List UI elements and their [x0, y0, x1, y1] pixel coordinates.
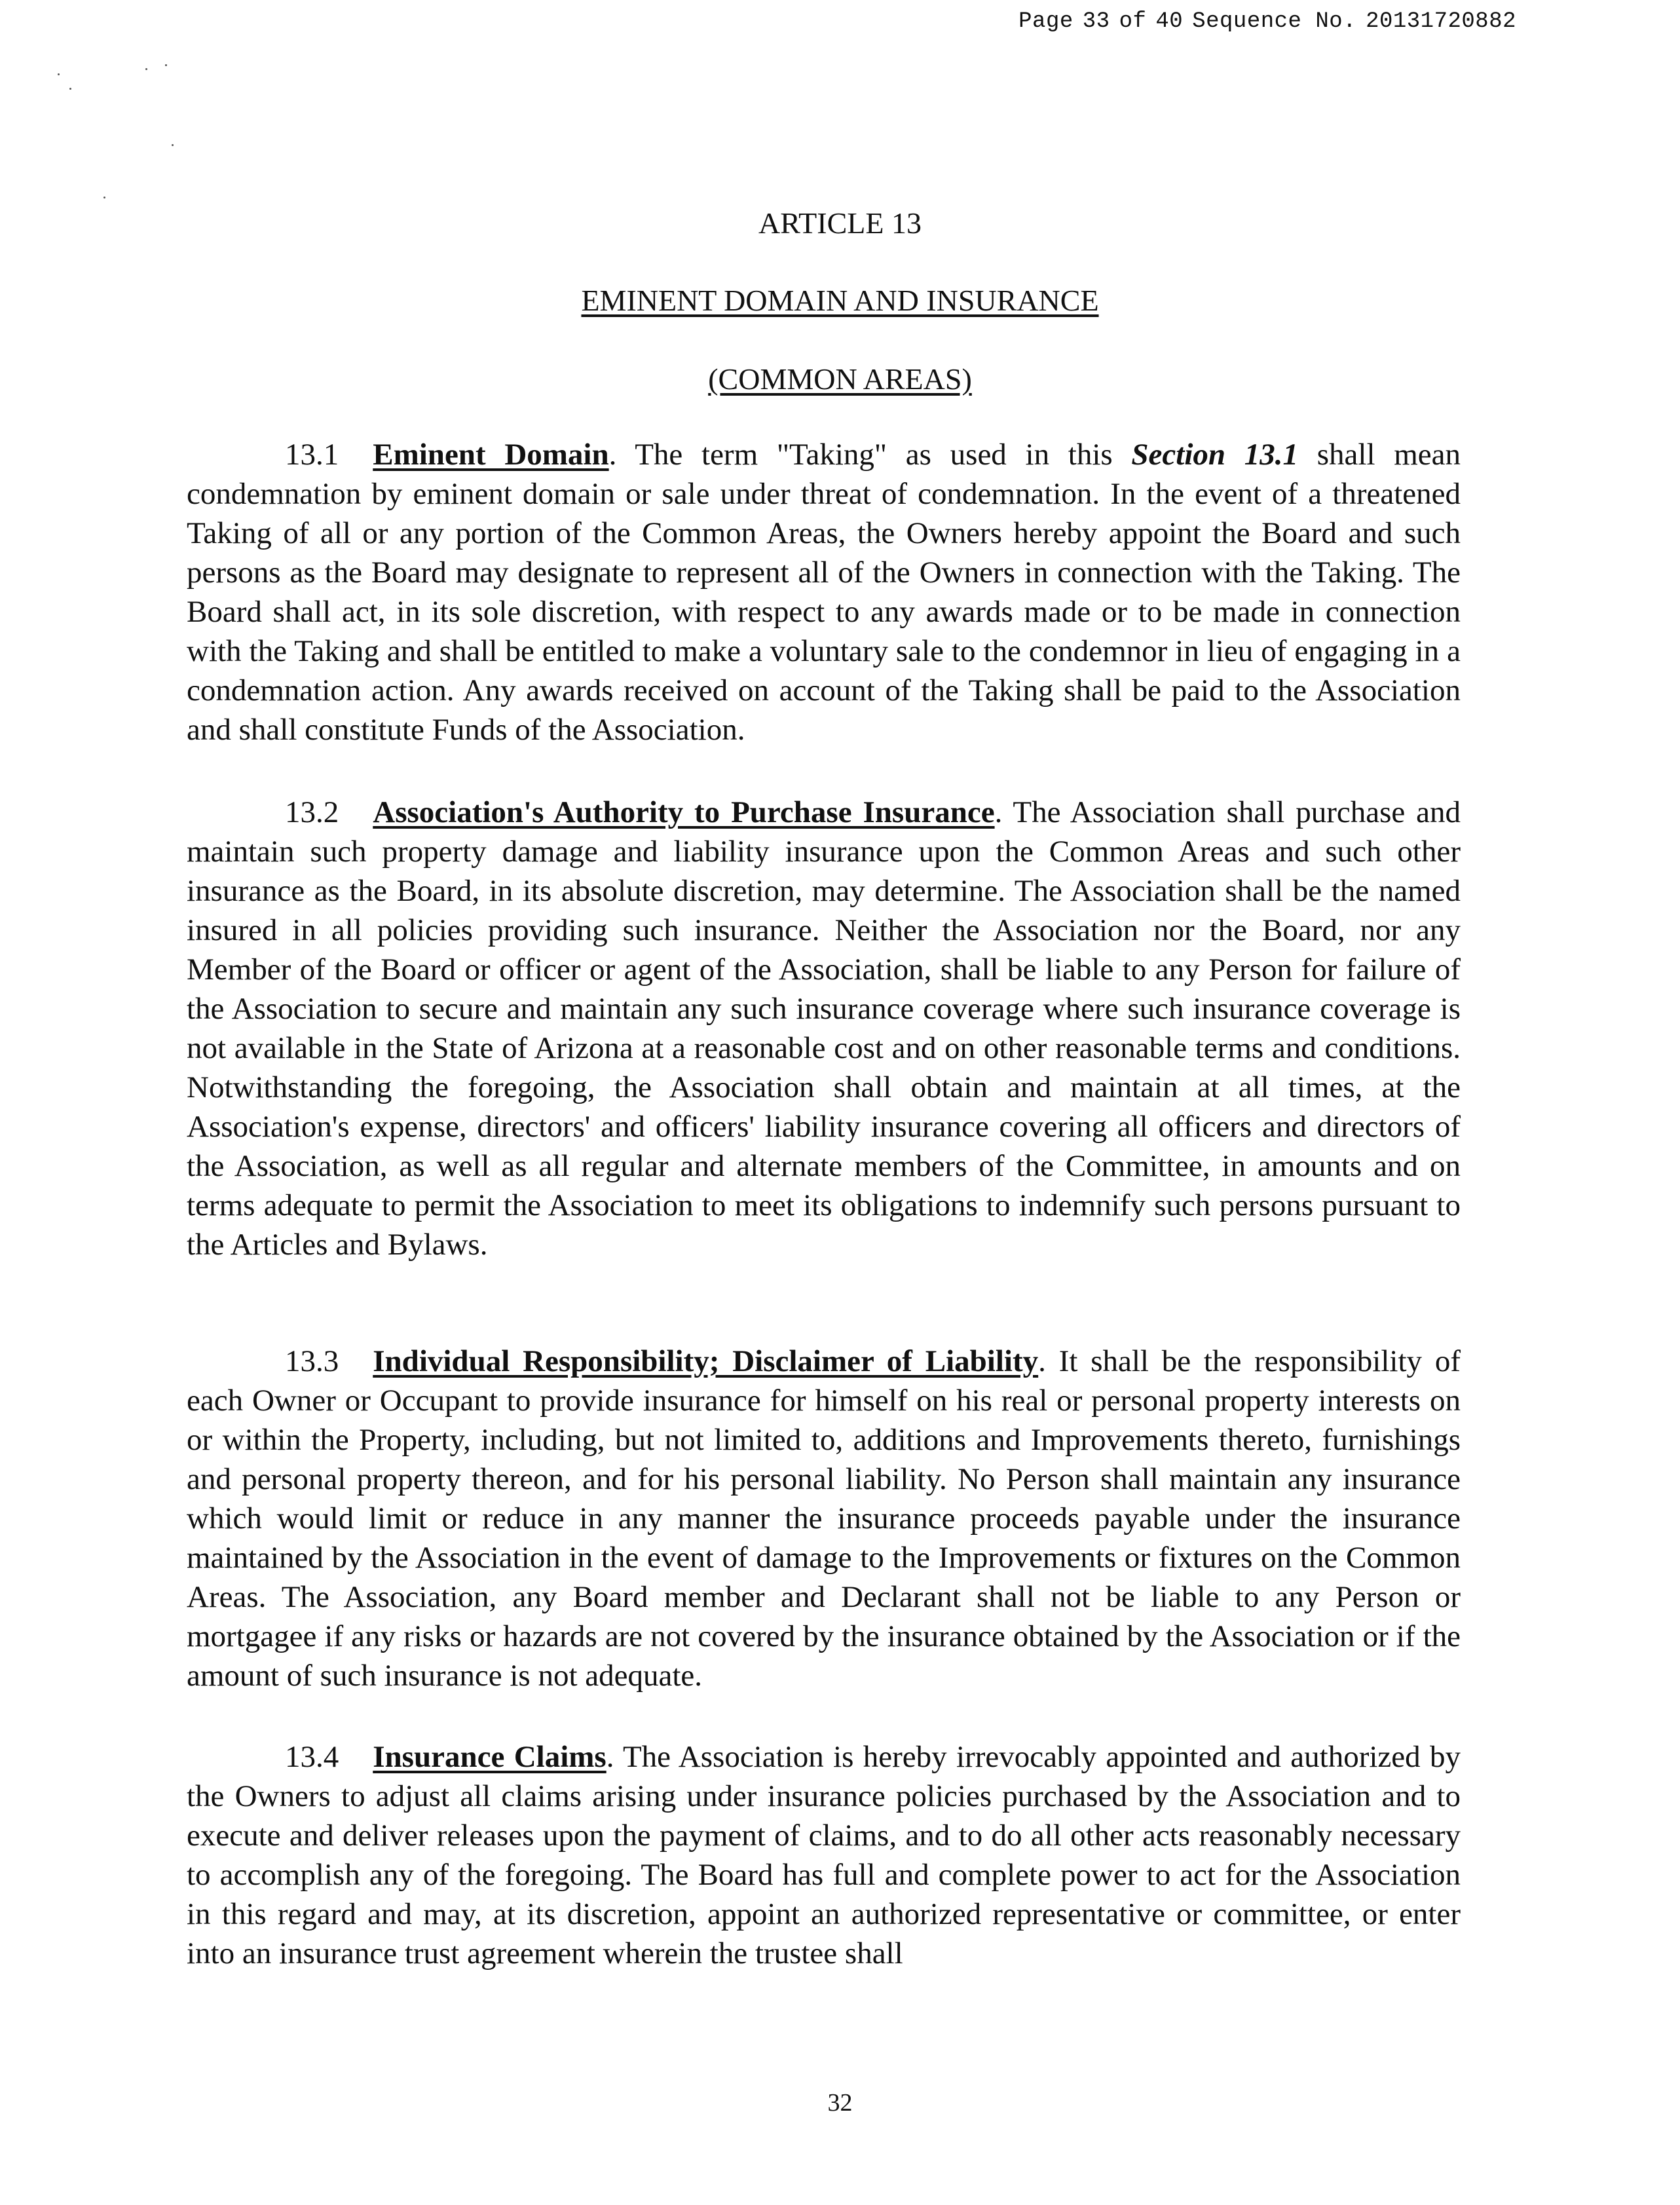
section-number: 13.4: [285, 1740, 339, 1774]
section-body: It shall be the responsibility of each Owner or Occupant to provide insurance for himself on his real or personal property interests on or within the Property, including, but not limited to, additions and Improvements thereto, furnishings and personal property thereon, and for his personal liability. No Person shall maintain any insurance which would limit or reduce in any manner the insurance proceeds payable under the insurance maintained by the Association in the event of damage to the Improvements or fixtures on the Common Areas. The Association, any Board member and Declarant shall not be liable to any Person or mortgagee if any risks or hazards are not covered by the insurance obtained by the Association or if the amount of such insurance is not adequate.: [187, 1344, 1461, 1693]
article-title: EMINENT DOMAIN AND INSURANCE: [581, 284, 1099, 317]
page-number: 32: [827, 2089, 853, 2117]
scan-speck: [58, 73, 60, 75]
scan-speck: [172, 144, 174, 146]
page-sequence-header: [1018, 9, 1516, 34]
scan-speck: [145, 68, 147, 70]
article-number: ARTICLE 13: [758, 206, 922, 240]
scan-speck: [69, 88, 71, 90]
section-13-4: 13.4 Insurance Claims. The Association is hereby irrevocably appointed and authorized by the Owners to adjust all claims arising under insurance policies purchased by the Association and to execute and deliver releases upon the payment of claims, and to do all other acts reasonably necessary to accomplish any of the foregoing. The Board has full and complete power to act for the Association in this regard and may, at its discretion, appoint an authorized representative or committee, or enter into an insurance trust agreement wherein the trustee shall: [187, 1737, 1461, 1973]
page-current: 33: [1082, 9, 1110, 34]
section-number: 13.1: [285, 438, 339, 472]
section-body: shall mean condemnation by eminent domain or sale under threat of condemnation. In the event of a threatened Taking of all or any portion of the Common Areas, the Owners hereby appoint the Board and such persons as the Board may designate to represent all of the Owners in connection with the Taking. The Board shall act, in its sole discretion, with respect to any awards made or to be made in connection with the Taking and shall be entitled to make a voluntary sale to the condemnor in lieu of engaging in a condemnation action. Any awards received on account of the Taking shall be paid to the Association and shall constitute Funds of the Association.: [187, 438, 1461, 747]
sequence-number: 20131720882: [1366, 9, 1516, 34]
section-13-2: 13.2 Association's Authority to Purchase Insurance. The Association shall purchase and maintain such property damage and liability insurance upon the Common Areas and such other insurance as the Board, in its absolute discretion, may determine. The Association shall be the named insured in all policies providing such insurance. Neither the Association nor the Board, nor any Member of the Board or officer or agent of the Association, shall be liable to any Person for failure of the Association to secure and maintain any such insurance coverage where such insurance coverage is not available in the State of Arizona at a reasonable cost and on other reasonable terms and conditions. Notwithstanding the foregoing, the Association shall obtain and maintain at all times, at the Association's expense, directors' and officers' liability insurance covering all officers and directors of the Association, as well as all regular and alternate members of the Committee, in amounts and on terms adequate to permit the Association to meet its obligations to indemnify such persons pursuant to the Articles and Bylaws.: [187, 793, 1461, 1264]
section-body: The Association shall purchase and maintain such property damage and liability insurance upon the Common Areas and such other insurance as the Board, in its absolute discretion, may determine. The Association shall be the named insured in all policies providing such insurance. Neither the Association nor the Board, nor any Member of the Board or officer or agent of the Association, shall be liable to any Person for failure of the Association to secure and maintain any such insurance coverage where such insurance coverage is not available in the State of Arizona at a reasonable cost and on other reasonable terms and conditions. Notwithstanding the foregoing, the Association shall obtain and maintain at all times, at the Association's expense, directors' and officers' liability insurance covering all officers and directors of the Association, as well as all regular and alternate members of the Committee, in amounts and on terms adequate to permit the Association to meet its obligations to indemnify such persons pursuant to the Articles and Bylaws.: [187, 795, 1461, 1262]
section-13-1: 13.1 Eminent Domain. The term "Taking" as used in this Section 13.1 shall mean condemnation by eminent domain or sale under threat of condemnation. In the event of a threatened Taking of all or any portion of the Common Areas, the Owners hereby appoint the Board and such persons as the Board may designate to represent all of the Owners in connection with the Taking. The Board shall act, in its sole discretion, with respect to any awards made or to be made in connection with the Taking and shall be entitled to make a voluntary sale to the condemnor in lieu of engaging in a condemnation action. Any awards received on account of the Taking shall be paid to the Association and shall constitute Funds of the Association.: [187, 435, 1461, 749]
page-label: Page: [1018, 9, 1073, 34]
section-body: The Association is hereby irrevocably appointed and authorized by the Owners to adjust all claims arising under insurance policies purchased by the Association and to execute and deliver releases upon the payment of claims, and to do all other acts reasonably necessary to accomplish any of the foregoing. The Board has full and complete power to act for the Association in this regard and may, at its discretion, appoint an authorized representative or committee, or enter into an insurance trust agreement wherein the trustee shall: [187, 1740, 1461, 1970]
section-title: Eminent Domain: [373, 438, 609, 472]
section-title: Individual Responsibility; Disclaimer of Liability: [373, 1344, 1039, 1378]
article-subtitle: (COMMON AREAS): [708, 362, 972, 396]
section-title: Insurance Claims: [373, 1740, 607, 1774]
section-number: 13.2: [285, 795, 339, 829]
section-13-3: 13.3 Individual Responsibility; Disclaimer of Liability. It shall be the responsibility of each Owner or Occupant to provide insurance for himself on his real or personal property interests on or within the Property, including, but not limited to, additions and Improvements thereto, furnishings and personal property thereon, and for his personal liability. No Person shall maintain any insurance which would limit or reduce in any manner the insurance proceeds payable under the insurance maintained by the Association in the event of damage to the Improvements or fixtures on the Common Areas. The Association, any Board member and Declarant shall not be liable to any Person or mortgagee if any risks or hazards are not covered by the insurance obtained by the Association or if the amount of such insurance is not adequate.: [187, 1342, 1461, 1695]
scan-speck: [165, 64, 167, 66]
section-title: Association's Authority to Purchase Insurance: [373, 795, 995, 829]
sequence-label: Sequence No.: [1192, 9, 1357, 34]
section-number: 13.3: [285, 1344, 339, 1378]
page-of: of: [1119, 9, 1147, 34]
page-total: 40: [1155, 9, 1184, 34]
scan-speck: [103, 197, 105, 198]
section-body: The term "Taking" as used in this: [616, 438, 1132, 472]
section-reference: Section 13.1: [1131, 438, 1299, 472]
